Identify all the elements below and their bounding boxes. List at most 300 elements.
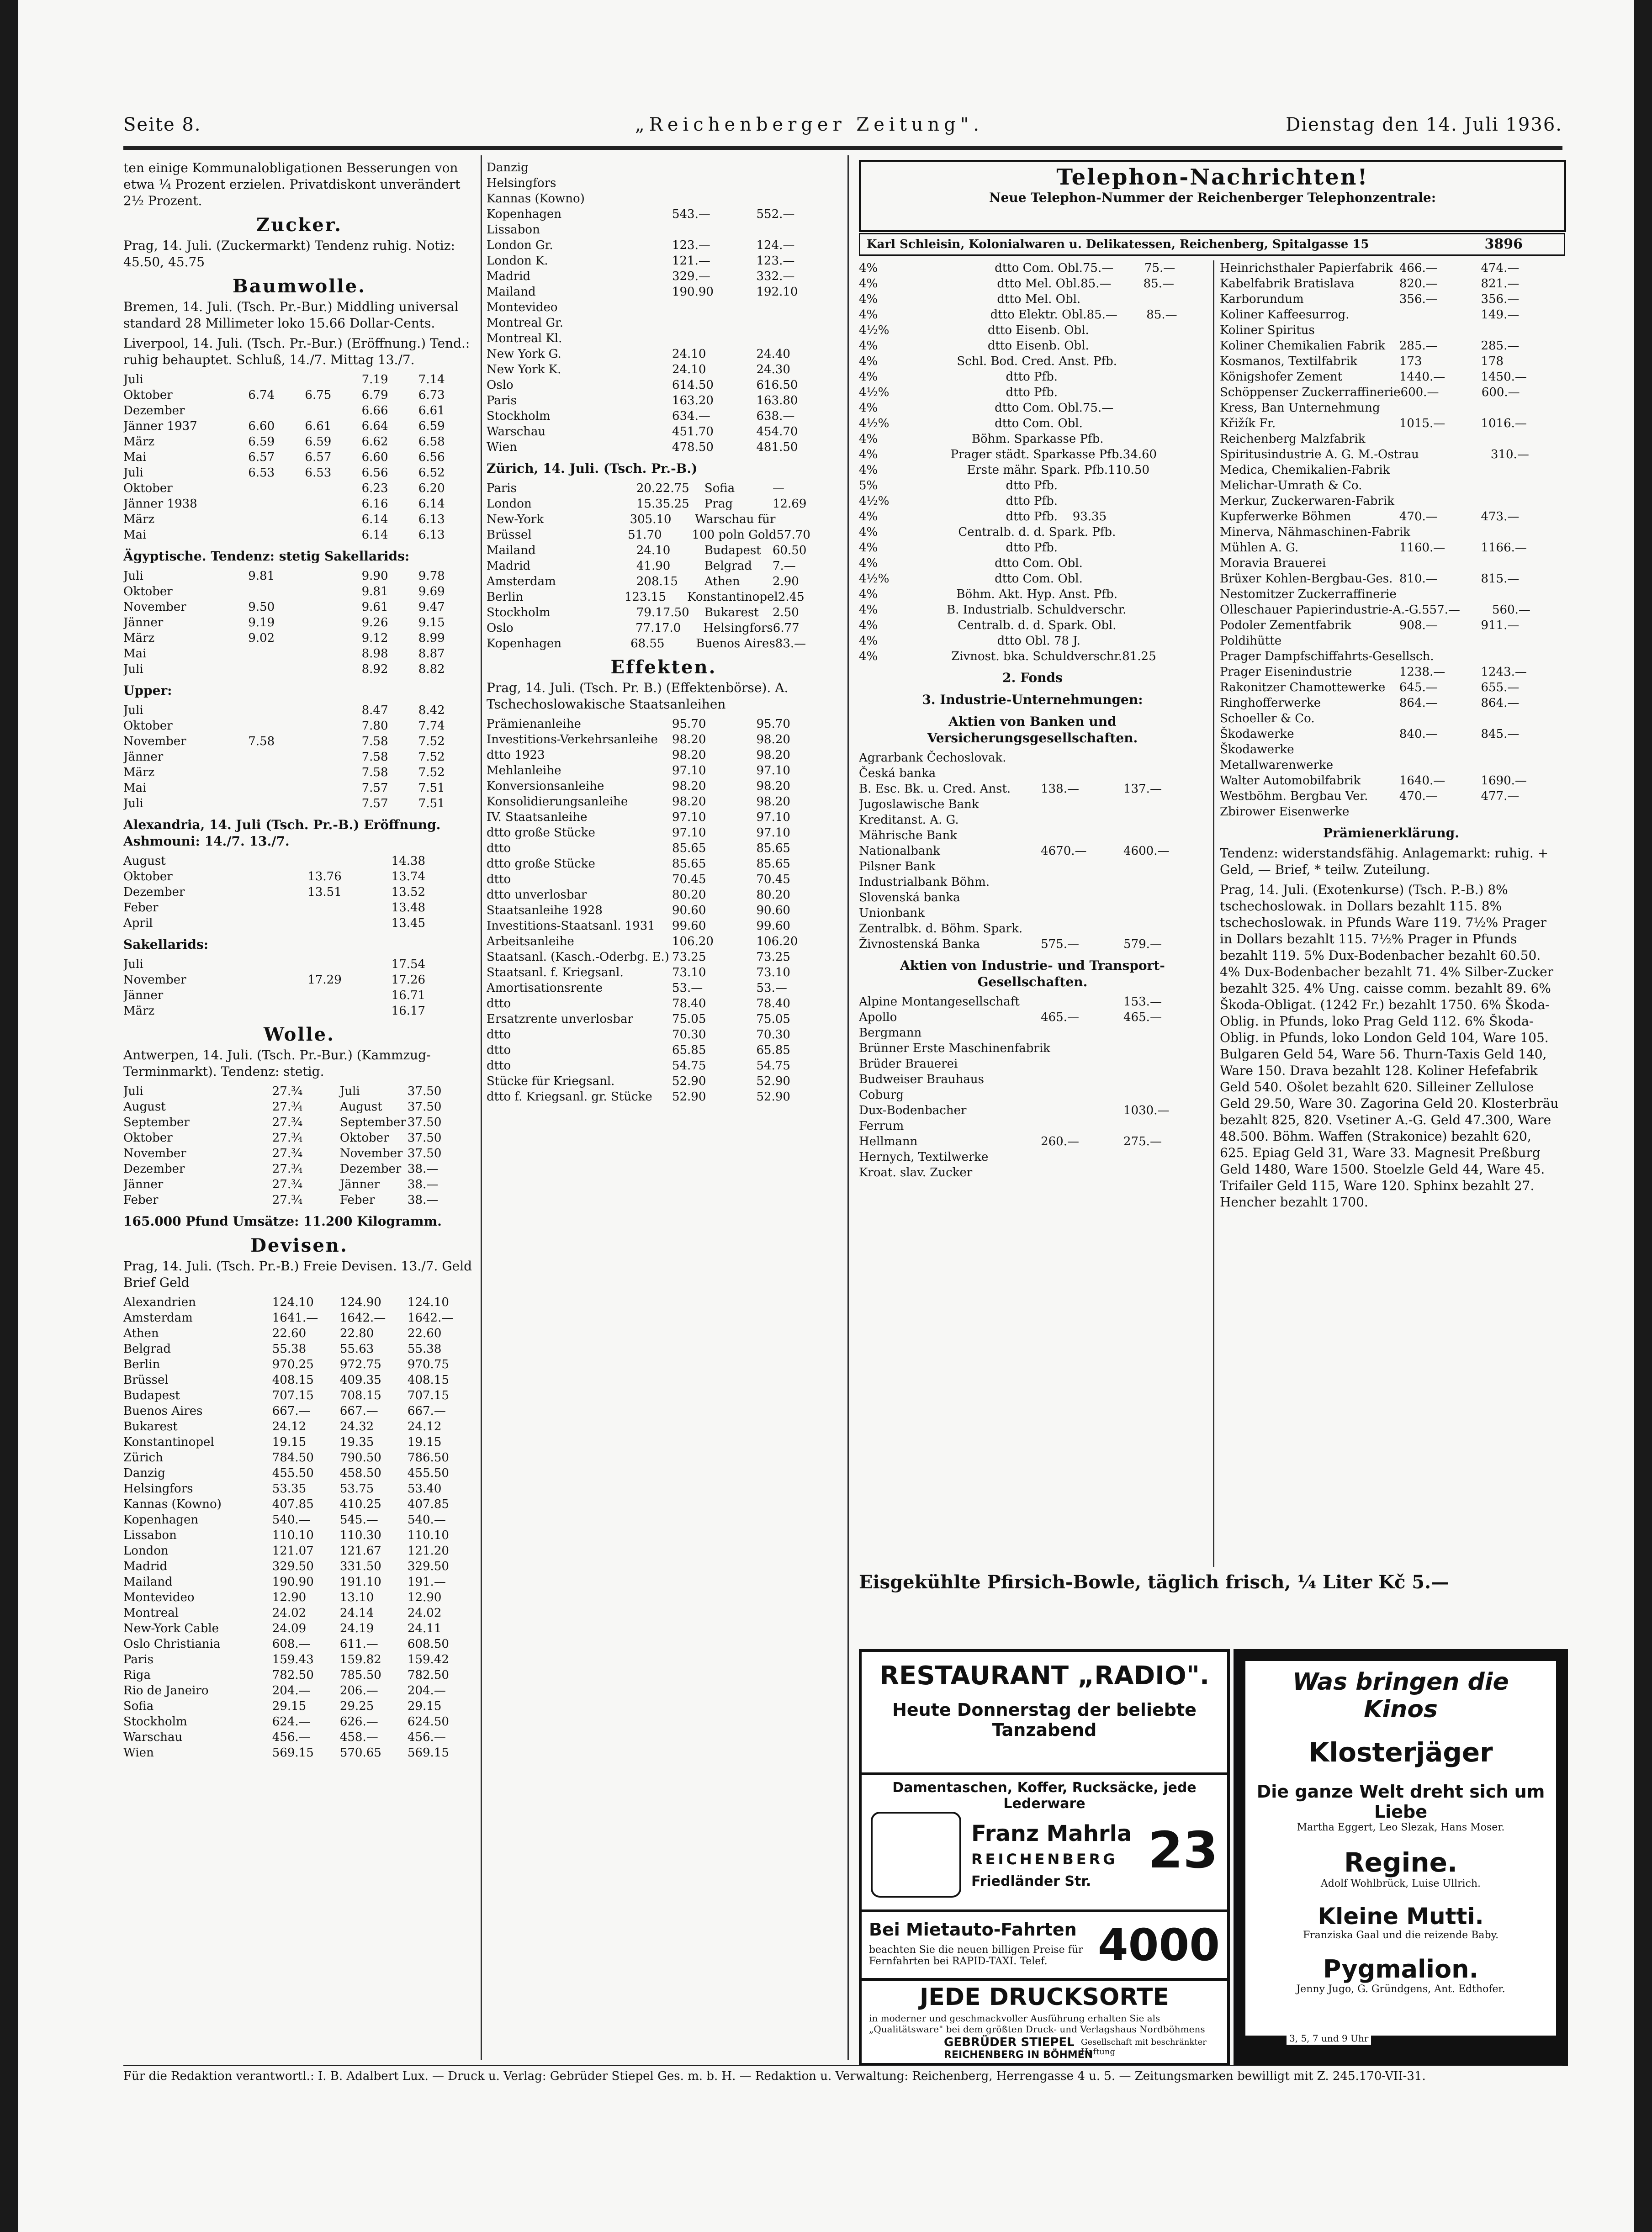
table-cell: November [123, 973, 186, 987]
table-cell [1123, 1072, 1206, 1087]
table-cell: 98.20 [672, 748, 706, 762]
table-cell: 9.61 [361, 600, 388, 614]
table-cell: 4% [859, 587, 878, 601]
table-cell: 407.85 [407, 1497, 449, 1511]
table-cell: Oktober [123, 1131, 173, 1145]
table-cell [1143, 633, 1206, 649]
table-cell: 27.¾ [272, 1162, 303, 1176]
table-cell: 79.17.50 [636, 606, 689, 619]
table-cell: 5% [859, 479, 878, 492]
table-cell: Athen [123, 1327, 159, 1340]
table-cell [1123, 750, 1206, 766]
table-row [123, 1574, 475, 1590]
table-cell: 51.70 [628, 528, 662, 542]
table-cell: Kopenhagen [487, 637, 562, 651]
table-row [487, 1074, 841, 1089]
table-cell: 24.09 [272, 1622, 307, 1635]
table-cell: 98.20 [756, 795, 790, 809]
table-cell: 97.10 [756, 810, 790, 824]
table-cell: dtto Mel. Obl. [997, 277, 1081, 291]
table-cell: 570.65 [339, 1746, 381, 1760]
table-cell: 845.— [1481, 727, 1520, 741]
table-cell: 73.25 [672, 950, 706, 964]
table-row [487, 918, 841, 934]
table-cell: 626.— [339, 1715, 378, 1729]
table-cell: 53.— [756, 981, 787, 995]
table-cell: 178 [1481, 354, 1504, 368]
table-cell: November [123, 600, 186, 614]
table-row [123, 1465, 475, 1481]
table-row [487, 1058, 841, 1074]
table-cell: Centralb. d. d. Spark. Pfb. [958, 525, 1116, 539]
table-cell: 8.98 [361, 647, 388, 661]
table-cell: 4% [859, 370, 878, 384]
kino-film-5-cast: Jenny Jugo, G. Gründgens, Ant. Edthofer. [1296, 1983, 1505, 1995]
table-cell: 97.10 [756, 826, 790, 840]
table-cell [1434, 649, 1498, 664]
table-row [859, 307, 1206, 323]
table-row [123, 1192, 475, 1208]
radio-title: RESTAURANT „RADIO". [879, 1661, 1210, 1691]
table-row [487, 331, 841, 346]
table-cell: Jänner [339, 1178, 380, 1191]
table-row [123, 780, 475, 796]
table-cell [1041, 812, 1123, 828]
table-cell [1399, 587, 1481, 602]
table-cell: 408.15 [407, 1373, 449, 1387]
table-cell: 6.56 [361, 466, 388, 480]
table-row [487, 778, 841, 794]
table-row [859, 478, 1206, 493]
table-cell: 7.52 [418, 735, 445, 748]
table-row [487, 222, 841, 238]
table-row [487, 574, 841, 589]
table-cell: Jugoslawische Bank [859, 798, 979, 811]
table-cell [1123, 766, 1206, 781]
table-cell: Zentralbk. d. Böhm. Spark. [859, 922, 1023, 936]
table-cell: Jänner [123, 1178, 164, 1191]
table-cell: 908.— [1399, 619, 1438, 632]
handbag-icon [871, 1812, 961, 1898]
table-cell: 159.43 [272, 1653, 314, 1666]
table-cell: Böhm. Akt. Hyp. Anst. Pfb. [956, 587, 1117, 601]
table-cell [1089, 338, 1148, 354]
table-row [123, 434, 475, 450]
table-cell: 4½% [859, 572, 890, 586]
table-cell: Budapest [704, 544, 761, 557]
table-row [123, 465, 475, 481]
table-row [123, 1497, 475, 1512]
table-cell: 815.— [1481, 572, 1520, 586]
table-row [123, 1590, 475, 1605]
table-cell: Hellmann [859, 1135, 918, 1148]
table-cell: 4% [859, 401, 878, 415]
table-row [123, 1099, 475, 1115]
table-cell: 100 poln Gold [692, 528, 777, 542]
table-cell: 7.58 [248, 735, 275, 748]
kino-title: Was bringen die Kinos [1292, 1668, 1509, 1723]
table-cell [1481, 431, 1562, 447]
upper-table [123, 703, 475, 811]
table-cell: 38.— [407, 1178, 439, 1191]
table-cell: Prag [704, 497, 733, 511]
table-row [123, 1326, 475, 1341]
table-cell: 1238.— [1399, 665, 1446, 679]
table-cell: 98.20 [672, 733, 706, 746]
table-cell: Athen [704, 575, 740, 588]
table-row [487, 763, 841, 778]
table-cell: 97.10 [672, 810, 706, 824]
table-cell: 6.59 [305, 435, 332, 449]
table-cell: 608.50 [407, 1637, 449, 1651]
table-row [487, 589, 841, 605]
table-cell [1117, 354, 1161, 369]
table-cell [1123, 797, 1206, 812]
table-cell: Helsingfors [703, 621, 773, 635]
table-cell: Dezember [123, 404, 185, 418]
table-cell [1139, 369, 1206, 385]
table-cell [248, 796, 305, 811]
table-cell: dtto [487, 1043, 511, 1057]
table-cell [1117, 587, 1162, 602]
issue-date: Dienstag den 14. Juli 1936. [1286, 114, 1562, 135]
table-cell: März [123, 1004, 155, 1018]
table-cell: 708.15 [339, 1389, 381, 1402]
table-row [859, 509, 1206, 524]
telephone-entry-name: Karl Schleisin, Kolonialwaren u. Delikatessen, Reichenberg, Spitalgasse 15 [867, 238, 1369, 251]
table-cell [1481, 555, 1562, 571]
table-row [859, 921, 1206, 936]
table-cell: 98.20 [756, 779, 790, 793]
table-cell: 90.60 [756, 904, 790, 917]
table-cell: 121.07 [272, 1544, 314, 1558]
table-cell: Oktober [123, 719, 173, 733]
table-cell [305, 584, 361, 599]
table-row [859, 555, 1206, 571]
table-cell [248, 703, 305, 718]
table-cell: Zbirower Eisenwerke [1220, 805, 1350, 819]
table-cell [1041, 859, 1123, 874]
table-cell [1410, 524, 1487, 540]
table-cell: 7.19 [361, 373, 388, 386]
table-cell: 190.90 [272, 1575, 314, 1589]
table-cell: 6.60 [361, 450, 388, 464]
table-cell [1083, 571, 1144, 587]
table-cell: 454.70 [756, 425, 798, 439]
kino-film-2: Die ganze Welt dreht sich um Liebe [1256, 1782, 1545, 1822]
table-row [487, 253, 841, 269]
table-cell: Prämienanleihe [487, 717, 581, 731]
table-cell [1117, 618, 1161, 633]
intro-text: ten einige Kommunalobligationen Besserungen von etwa ¼ Prozent erzielen. Privatdiskont unverändert 2½ Prozent. [123, 160, 461, 208]
table-cell: dtto [487, 873, 511, 886]
table-cell: 6.56 [418, 450, 445, 464]
taxi-ad [859, 1909, 1230, 1983]
table-cell: Oslo Christiania [123, 1637, 221, 1651]
table-cell: 24.11 [407, 1622, 442, 1635]
table-cell [248, 527, 305, 543]
table-cell: 27.¾ [272, 1116, 303, 1129]
table-cell: 2.50 [772, 606, 799, 619]
table-row [487, 887, 841, 903]
table-cell: 4% [859, 650, 878, 663]
table-cell: 55.38 [407, 1342, 442, 1356]
table-cell: 285.— [1481, 339, 1520, 353]
table-cell: — [772, 481, 784, 495]
table-row [859, 1149, 1206, 1165]
table-cell [1144, 555, 1206, 571]
table-row [859, 633, 1206, 649]
table-cell: August [339, 1100, 382, 1114]
table-row [123, 1605, 475, 1621]
table-cell: Jänner 1938 [123, 497, 197, 511]
table-row [859, 766, 1206, 781]
table-cell: Podoler Zementfabrik [1220, 619, 1351, 632]
header-rule [123, 146, 1562, 150]
table-cell: Bukarest [704, 606, 759, 619]
table-cell: 466.— [1399, 261, 1438, 275]
table-cell [1399, 555, 1481, 571]
table-cell: B. Industrialb. Schuldverschr. [947, 603, 1127, 617]
table-cell: 329.50 [407, 1560, 449, 1573]
table-cell: 1166.— [1481, 541, 1527, 555]
table-cell: 149.— [1481, 308, 1520, 322]
table-row [859, 618, 1206, 633]
table-cell: Alexandrien [123, 1296, 196, 1309]
table-row [123, 1372, 475, 1388]
table-cell: 37.50 [407, 1116, 442, 1129]
liverpool-table [123, 372, 475, 543]
table-cell: Ersatzrente unverlosbar [487, 1012, 633, 1026]
table-cell [305, 481, 361, 496]
table-cell: Kress, Ban Unternehmung [1220, 401, 1380, 415]
table-cell: 782.50 [407, 1668, 449, 1682]
table-cell: 1642.— [339, 1311, 386, 1325]
table-cell: Helsingfors [487, 176, 556, 190]
table-cell: 4670.— [1041, 844, 1087, 858]
upper-label: Upper: [123, 683, 172, 698]
column-divider [481, 155, 482, 2060]
table-row [487, 903, 841, 918]
table-cell [1073, 385, 1139, 400]
table-row [1220, 260, 1562, 276]
table-row [487, 1089, 841, 1105]
table-cell: 70.45 [672, 873, 706, 886]
table-cell: 310.— [1490, 448, 1529, 461]
table-cell: 4% [859, 510, 878, 524]
table-cell [305, 372, 361, 387]
table-cell: August [123, 1100, 166, 1114]
table-row [123, 481, 475, 496]
table-cell: dtto [487, 997, 511, 1010]
table-row [859, 1165, 1206, 1180]
table-cell [1144, 400, 1206, 416]
table-cell: dtto Pfb. [1006, 510, 1058, 524]
table-cell [307, 853, 391, 869]
table-cell: 465.— [1123, 1010, 1162, 1024]
kino-film-3: Regine. [1344, 1847, 1458, 1878]
telephone-entry-number: 3896 [1484, 236, 1523, 252]
table-row [859, 859, 1206, 874]
table-cell: 85.65 [756, 857, 790, 871]
table-cell: New-York Cable [123, 1622, 219, 1635]
table-cell: Melichar-Umrath & Co. [1220, 479, 1362, 492]
effekten-table [487, 716, 841, 1105]
table-cell: 600.— [1400, 386, 1439, 399]
effekten-subheading: Prag, 14. Juli. (Tsch. Pr. B.) (Effektenbörse). A. Tschechoslowakische Staatsanleihen [487, 680, 789, 712]
table-row [1220, 354, 1562, 369]
table-row [1220, 462, 1562, 478]
table-cell: 6.79 [361, 388, 388, 402]
table-cell: 707.15 [272, 1389, 314, 1402]
table-cell: 123.— [756, 254, 795, 268]
industrie-aktien-table [859, 994, 1206, 1180]
table-cell: Madrid [487, 559, 531, 573]
antwerpen-text: Antwerpen, 14. Juli. (Tsch. Pr.-Bur.) (Kammzug-Terminmarkt). Tendenz: stetig. [123, 1047, 431, 1079]
table-cell [1161, 618, 1206, 633]
table-cell: 110.50 [1108, 463, 1149, 477]
table-cell [672, 315, 757, 331]
table-cell [1155, 431, 1206, 447]
table-cell: 4% [859, 277, 878, 291]
table-cell [1041, 1165, 1123, 1180]
industrie-label: 3. Industrie-Unternehmungen: [922, 692, 1143, 707]
table-cell: Schoeller & Co. [1220, 712, 1315, 725]
table-cell: 34.60 [1123, 448, 1157, 461]
table-row [859, 587, 1206, 602]
table-cell [1139, 540, 1206, 555]
table-cell: Mailand [487, 285, 536, 299]
table-cell: 24.30 [756, 363, 790, 376]
table-row [1220, 338, 1562, 354]
table-row [123, 418, 475, 434]
table-cell: 7.52 [418, 750, 445, 764]
table-row [859, 540, 1206, 555]
table-cell: 6.64 [361, 419, 388, 433]
table-cell [307, 900, 391, 915]
table-cell: 106.20 [756, 935, 798, 948]
table-cell: Montreal Gr. [487, 316, 563, 330]
table-row [487, 393, 841, 408]
table-cell: Mai [123, 647, 147, 661]
table-cell: 9.50 [248, 600, 275, 614]
table-cell: 70.30 [672, 1028, 706, 1042]
table-cell: 19.15 [407, 1435, 442, 1449]
table-row [123, 1698, 475, 1714]
table-row [1220, 711, 1562, 726]
table-cell: 638.— [756, 409, 795, 423]
industrie-aktien-label: Aktien von Industrie- und Transport-Gesellschaften. [900, 958, 1165, 989]
table-cell: 191.10 [339, 1575, 381, 1589]
table-cell: 24.14 [339, 1606, 374, 1620]
table-cell: 163.80 [756, 394, 798, 407]
table-cell: Jänner [123, 616, 164, 629]
table-cell: 569.15 [407, 1746, 449, 1760]
table-cell [248, 481, 305, 496]
table-cell [305, 749, 361, 765]
table-cell: 820.— [1399, 277, 1438, 291]
table-cell: 75.05 [756, 1012, 790, 1026]
table-cell: 465.— [1041, 1010, 1079, 1024]
table-cell: Prager städt. Sparkasse Pfb. [950, 448, 1123, 461]
table-cell: 970.75 [407, 1358, 449, 1371]
table-cell [305, 718, 361, 734]
table-cell: 24.19 [339, 1622, 374, 1635]
table-cell: Apollo [859, 1010, 897, 1024]
table-row [123, 1512, 475, 1528]
table-cell [1399, 431, 1481, 447]
table-row [487, 558, 841, 574]
table-cell [1041, 1056, 1123, 1072]
table-cell: Paris [487, 394, 517, 407]
table-cell: Oktober [339, 1131, 389, 1145]
table-row [123, 1146, 475, 1161]
table-cell [1050, 1041, 1128, 1056]
table-cell: Mährische Bank [859, 829, 958, 842]
table-cell [1498, 649, 1562, 664]
table-cell [1481, 323, 1562, 338]
table-row [1220, 416, 1562, 431]
table-cell: Konsolidierungsanleihe [487, 795, 628, 809]
table-cell: 6.61 [418, 404, 445, 418]
table-row [859, 1134, 1206, 1149]
table-row [123, 403, 475, 418]
table-cell: 16.71 [391, 989, 426, 1002]
table-cell: B. Esc. Bk. u. Cred. Anst. [859, 782, 1011, 796]
table-cell [1399, 400, 1481, 416]
kino-film-3-cast: Adolf Wohlbrück, Luise Ullrich. [1320, 1878, 1481, 1889]
table-cell: Amsterdam [123, 1311, 193, 1325]
table-cell: 38.— [407, 1162, 439, 1176]
table-cell: 451.70 [672, 425, 714, 439]
table-cell: 27.¾ [272, 1178, 303, 1191]
table-cell: Investitions-Staatsanl. 1931 [487, 919, 655, 933]
table-cell [1041, 1149, 1123, 1165]
table-cell [1399, 711, 1481, 726]
table-cell: Kannas (Kowno) [123, 1497, 222, 1511]
table-cell: 785.50 [339, 1668, 381, 1682]
table-cell: 6.13 [418, 528, 445, 542]
table-row [487, 362, 841, 377]
table-cell: Reichenberg Malzfabrik [1220, 432, 1366, 446]
table-row [859, 905, 1206, 921]
table-cell: Wien [487, 440, 517, 454]
alexandria-text: Alexandria, 14. Juli (Tsch. Pr.-B.) Eröffnung. Ashmouni: 14./7. 13./7. [123, 817, 441, 849]
table-row [1220, 447, 1562, 462]
table-cell [1123, 1118, 1206, 1134]
table-cell: dtto unverlosbar [487, 888, 587, 902]
table-cell: 409.35 [339, 1373, 381, 1387]
table-cell: 6.75 [305, 388, 332, 402]
table-row [123, 1621, 475, 1636]
table-cell [1139, 385, 1206, 400]
table-cell: 470.— [1399, 510, 1438, 524]
table-row [1220, 493, 1562, 509]
table-row [123, 957, 475, 972]
table-cell: 1450.— [1481, 370, 1527, 384]
table-row [123, 1652, 475, 1667]
table-row [859, 354, 1206, 369]
table-cell: Danzig [123, 1466, 165, 1480]
table-row [859, 323, 1206, 338]
table-cell: 68.55 [630, 637, 665, 651]
masthead: „Reichenberger Zeitung". [635, 114, 984, 135]
table-cell: Poldihütte [1220, 634, 1282, 648]
table-cell: Alpine Montangesellschaft [859, 995, 1020, 1009]
table-row [487, 377, 841, 393]
table-row [1220, 400, 1562, 416]
column-1 [123, 160, 475, 2056]
